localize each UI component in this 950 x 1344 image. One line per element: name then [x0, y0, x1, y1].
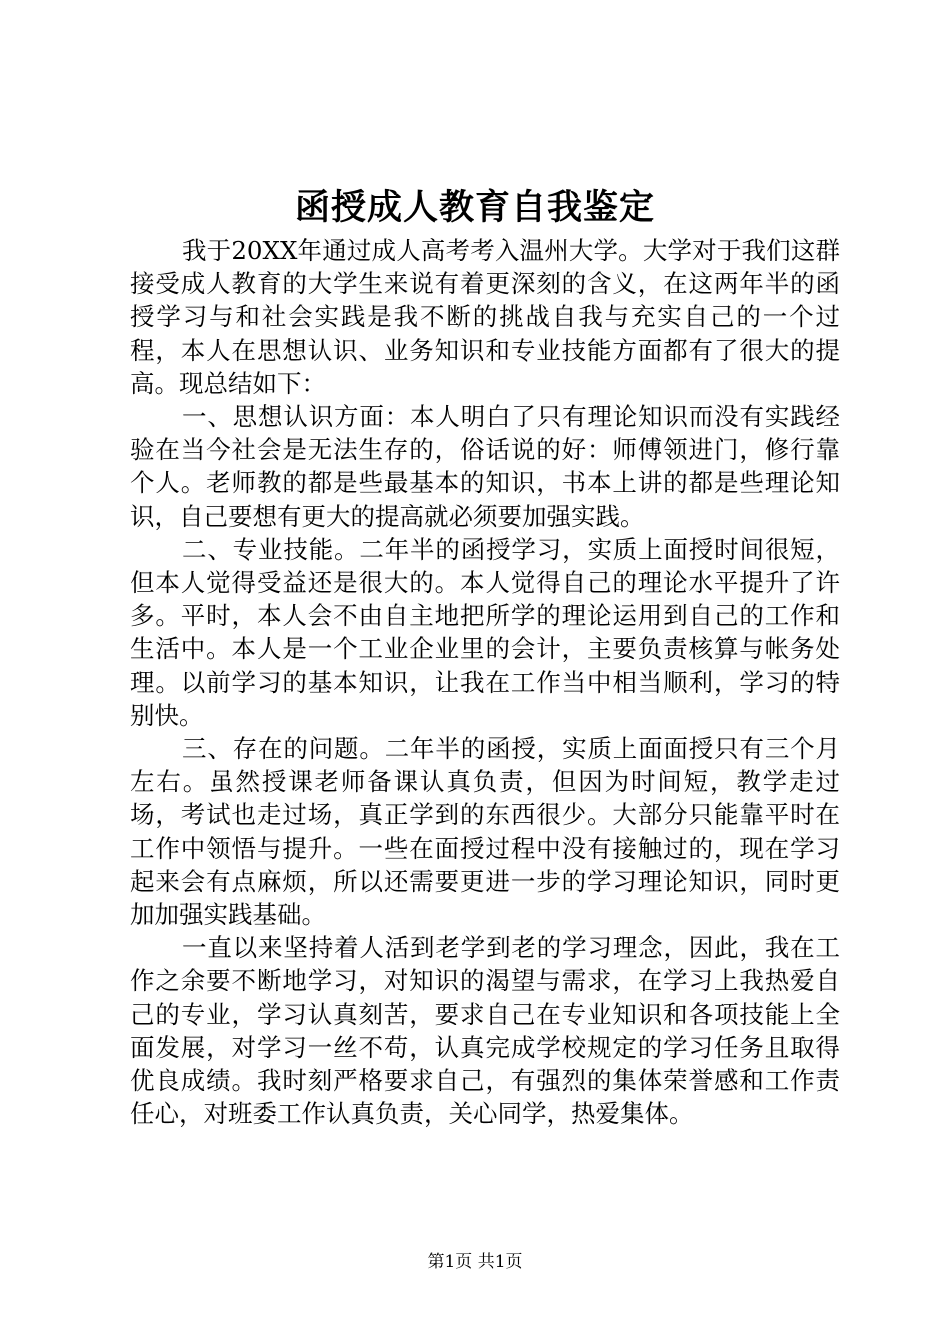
paragraph-ideology: 一、思想认识方面：本人明白了只有理论知识而没有实践经验在当今社会是无法生存的，俗话说的好：师傅领进门，修行靠个人。老师教的都是些最基本的知识，书本上讲的都是些理论知识，自己要想有更大的提高就必须要加强实践。 — [130, 402, 840, 531]
document-body — [130, 234, 840, 1130]
paragraph-skills: 二、专业技能。二年半的函授学习，实质上面授时间很短，但本人觉得受益还是很大的。本人觉得自己的理论水平提升了许多。平时，本人会不由自主地把所学的理论运用到自己的工作和生活中。本人是一个工业企业里的会计，主要负责核算与帐务处理。以前学习的基本知识，让我在工作当中相当顺利，学习的特别快。 — [130, 534, 840, 730]
paragraph-problems: 三、存在的问题。二年半的函授，实质上面面授只有三个月左右。虽然授课老师备课认真负责，但因为时间短，教学走过场，考试也走过场，真正学到的东西很少。大部分只能靠平时在工作中领悟与提升。一些在面授过程中没有接触过的，现在学习起来会有点麻烦，所以还需要更进一步的学习理论知识，同时更加加强实践基础。 — [130, 734, 840, 930]
paragraph-conclusion: 一直以来坚持着人活到老学到老的学习理念，因此，我在工作之余要不断地学习，对知识的渴望与需求，在学习上我热爱自己的专业，学习认真刻苦，要求自己在专业知识和各项技能上全面发展，对学习一丝不苟，认真完成学校规定的学习任务且取得优良成绩。我时刻严格要求自己，有强烈的集体荣誉感和工作责任心，对班委工作认真负责，关心同学，热爱集体。 — [130, 933, 840, 1129]
paragraph-intro: 我于20XX年通过成人高考考入温州大学。大学对于我们这群接受成人教育的大学生来说有着更深刻的含义，在这两年半的函授学习与和社会实践是我不断的挑战自我与充实自己的一个过程，本人在思想认识、业务知识和专业技能方面都有了很大的提高。现总结如下： — [130, 236, 840, 398]
document-title: 函授成人教育自我鉴定 — [294, 188, 655, 228]
page-footer: 第1页 共1页 — [427, 1252, 523, 1272]
